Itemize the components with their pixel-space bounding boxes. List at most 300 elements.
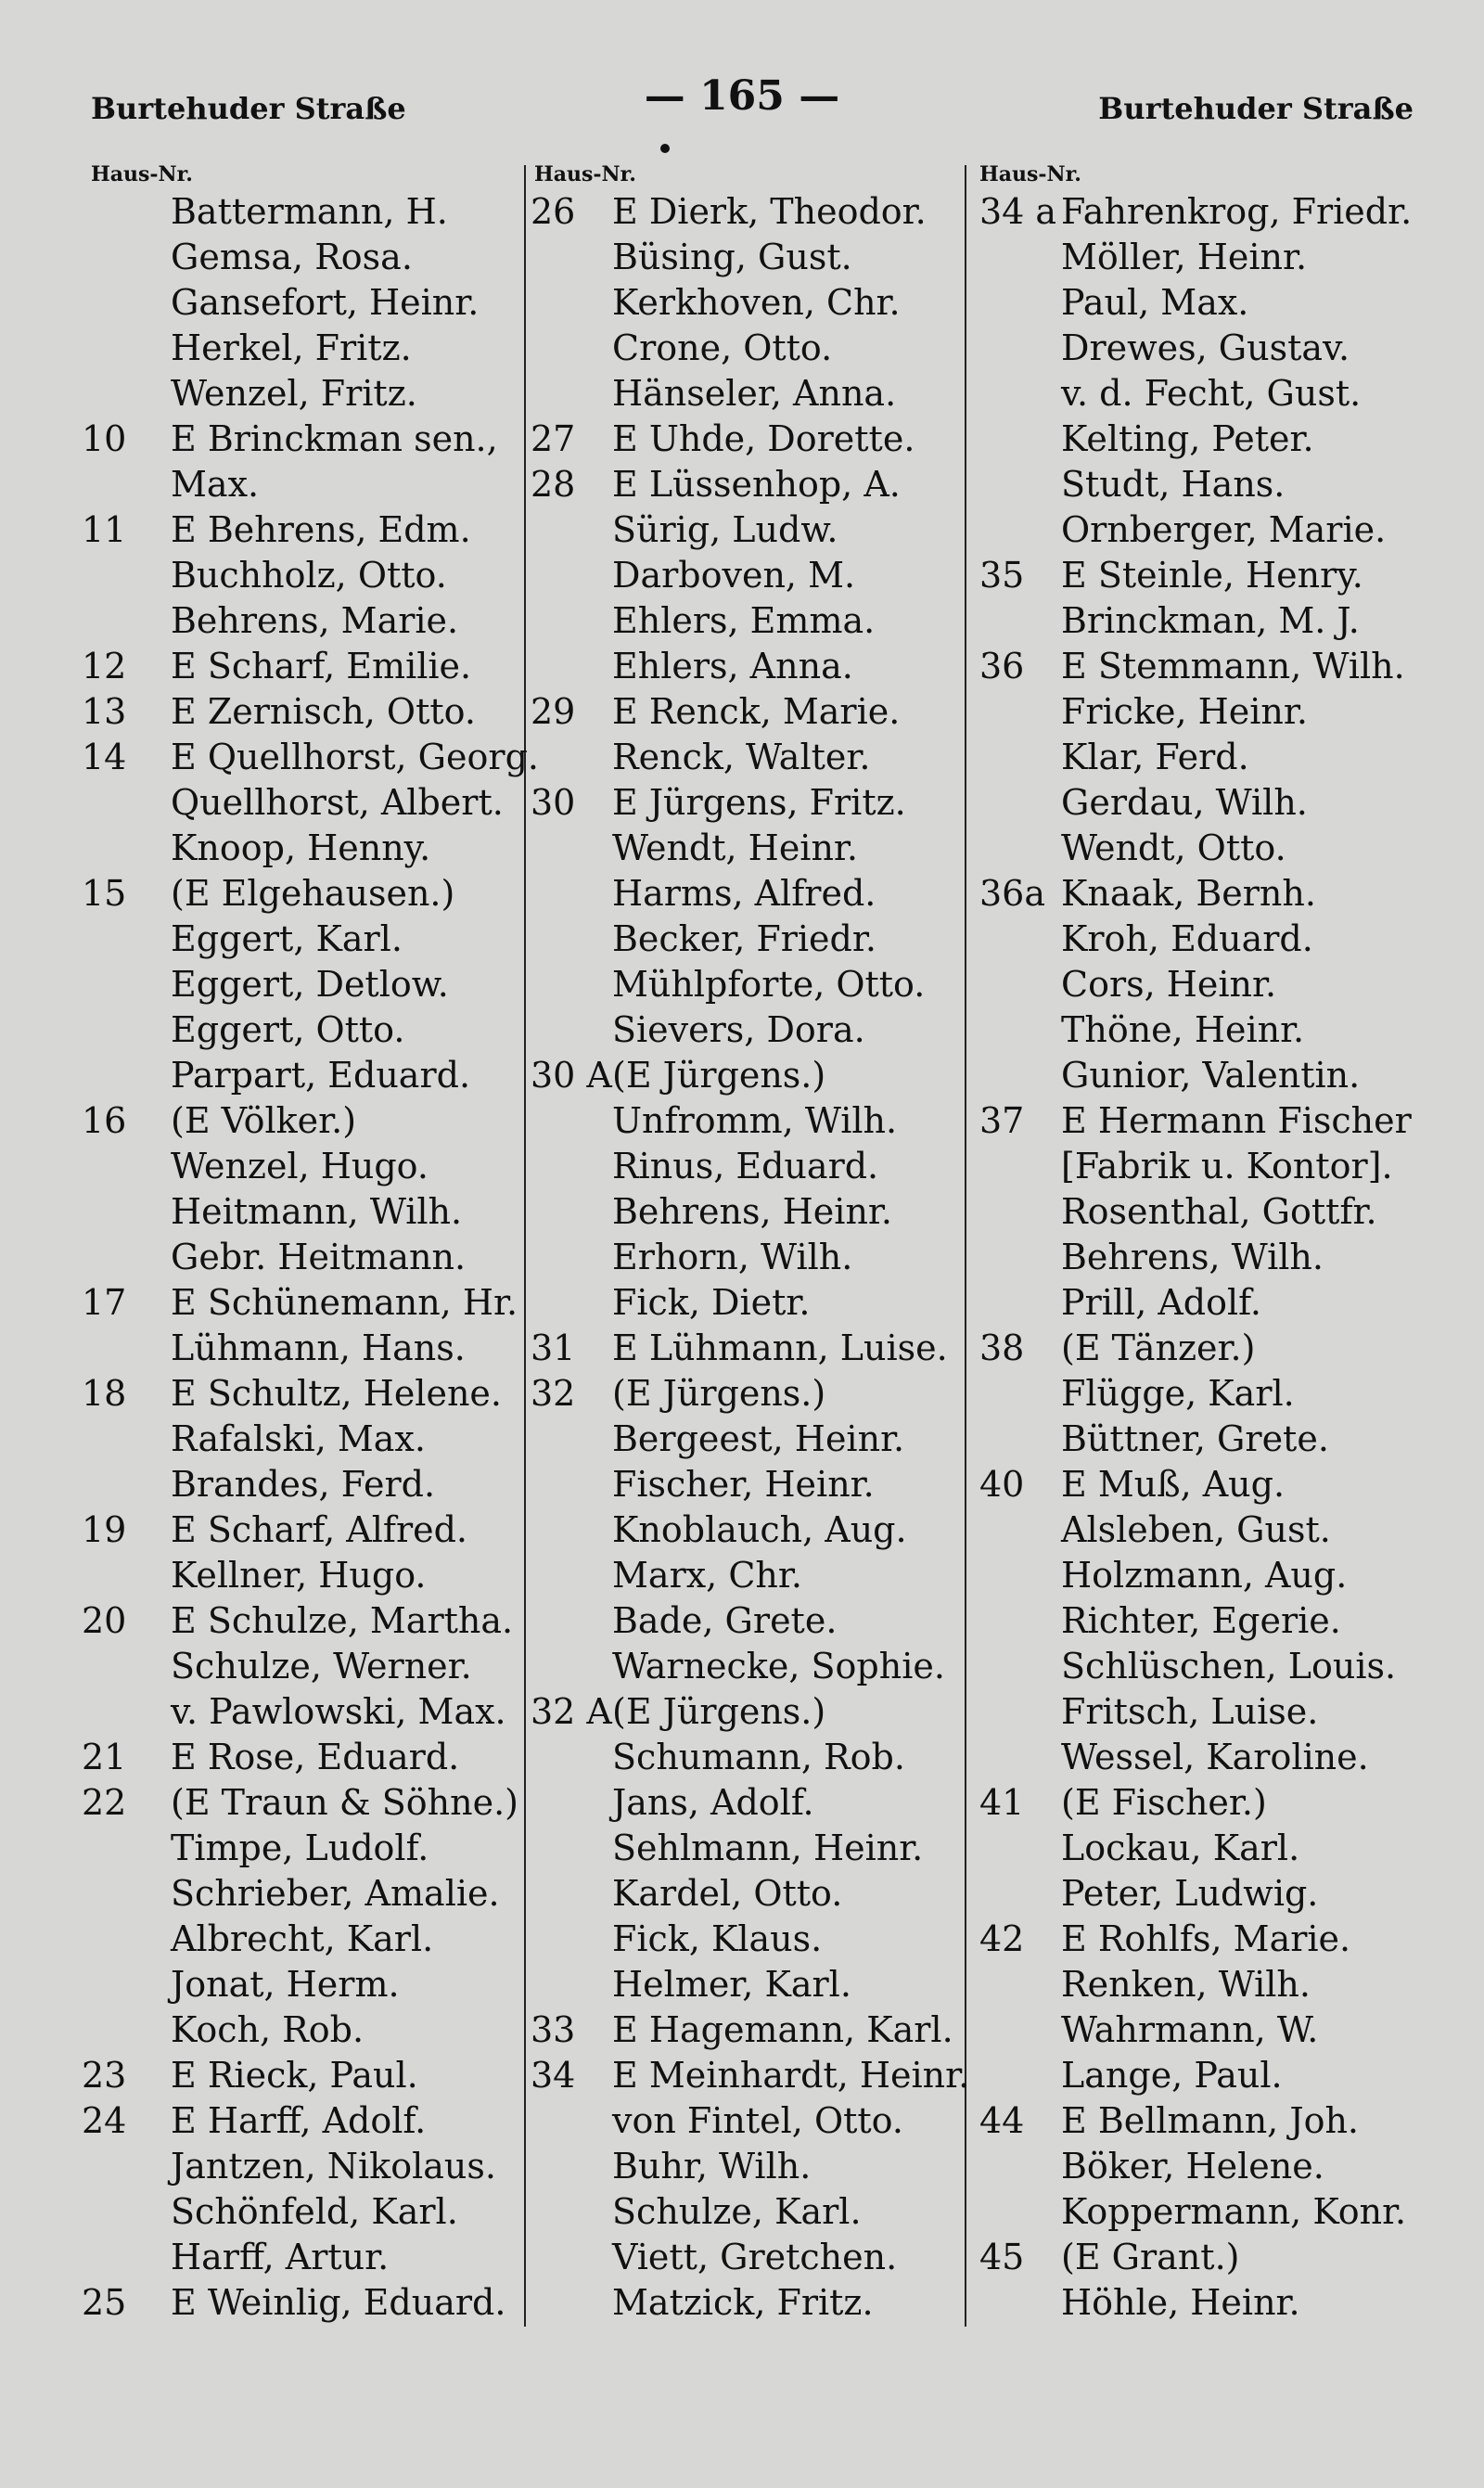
list-item <box>56 1326 519 1371</box>
list-item <box>531 1507 966 1553</box>
list-item <box>531 689 966 735</box>
resident-name: Richter, Egerie. <box>1061 1600 1341 1641</box>
list-item <box>531 2144 966 2189</box>
list-item <box>974 1417 1438 1462</box>
list-item <box>531 1598 966 1644</box>
resident-name: E Meinhardt, Heinr. <box>612 2055 970 2096</box>
resident-name: Schrieber, Amalie. <box>171 1873 500 1914</box>
house-number: 31 <box>531 1327 576 1368</box>
list-item <box>531 189 966 235</box>
resident-name: Sürig, Ludw. <box>612 509 838 550</box>
resident-name: E Scharf, Alfred. <box>171 1509 468 1550</box>
resident-name: Lockau, Karl. <box>1061 1828 1300 1868</box>
list-item <box>974 280 1438 326</box>
resident-name: Prill, Adolf. <box>1061 1282 1261 1323</box>
list-item <box>974 826 1438 871</box>
resident-name: Lange, Paul. <box>1061 2055 1283 2096</box>
list-item <box>531 2280 966 2326</box>
resident-name: E Jürgens, Fritz. <box>612 782 906 823</box>
list-item <box>974 553 1438 598</box>
list-item <box>974 1280 1438 1326</box>
list-item <box>531 1553 966 1598</box>
resident-name: Flügge, Karl. <box>1061 1373 1295 1414</box>
resident-name: Peter, Ludwig. <box>1061 1873 1319 1914</box>
resident-name: Quellhorst, Albert. <box>171 782 504 823</box>
resident-name: Koch, Rob. <box>171 2009 365 2050</box>
resident-name: Wahrmann, W. <box>1061 2009 1319 2050</box>
resident-name: E Uhde, Dorette. <box>612 418 915 459</box>
house-number: 36 <box>979 646 1025 686</box>
list-item <box>974 1780 1438 1826</box>
resident-name: Gemsa, Rosa. <box>171 237 413 277</box>
resident-name: E Lüssenhop, A. <box>612 464 901 505</box>
house-number: 27 <box>531 418 576 459</box>
list-item <box>56 1917 519 1962</box>
resident-name: Schumann, Rob. <box>612 1737 905 1777</box>
resident-name: Hänseler, Anna. <box>612 373 897 414</box>
resident-name: Gerdau, Wilh. <box>1061 782 1308 823</box>
list-item <box>56 235 519 280</box>
list-item <box>974 962 1438 1007</box>
column-header: Haus-Nr. <box>534 162 636 186</box>
list-item <box>531 1917 966 1962</box>
resident-name: Renck, Walter. <box>612 737 871 777</box>
resident-name: Jantzen, Nikolaus. <box>171 2146 496 2187</box>
resident-name: (E Fischer.) <box>1061 1782 1267 1823</box>
resident-name: Höhle, Heinr. <box>1061 2282 1300 2323</box>
resident-name: Renken, Wilh. <box>1061 1964 1311 2005</box>
column-2 <box>531 160 970 2326</box>
resident-name: Battermann, H. <box>171 191 448 232</box>
resident-name: E Schulze, Martha. <box>171 1600 514 1641</box>
list-item <box>56 2053 519 2098</box>
list-item <box>531 1735 966 1780</box>
list-item <box>531 598 966 644</box>
house-number: 30 <box>531 782 576 823</box>
list-item <box>56 2007 519 2053</box>
resident-name: Kerkhoven, Chr. <box>612 282 901 323</box>
resident-name: Behrens, Heinr. <box>612 1191 892 1232</box>
house-number: 42 <box>979 1918 1025 1959</box>
resident-name: Bade, Grete. <box>612 1600 838 1641</box>
list-item <box>56 1007 519 1053</box>
list-item <box>56 1280 519 1326</box>
resident-name: E Muß, Aug. <box>1061 1464 1286 1505</box>
list-item <box>56 917 519 962</box>
resident-name: Kroh, Eduard. <box>1061 918 1313 959</box>
resident-name: Brandes, Ferd. <box>171 1464 436 1505</box>
resident-name: [Fabrik u. Kontor]. <box>1061 1146 1393 1186</box>
list-item <box>56 371 519 417</box>
resident-name: (E Tänzer.) <box>1061 1327 1256 1368</box>
column-1 <box>56 160 539 2326</box>
resident-name: (E Jürgens.) <box>612 1691 826 1732</box>
list-item <box>56 553 519 598</box>
house-number: 28 <box>531 464 576 505</box>
resident-name: Sievers, Dora. <box>612 1009 865 1050</box>
list-item <box>531 780 966 826</box>
resident-name: Unfromm, Wilh. <box>612 1100 898 1141</box>
house-number: 21 <box>82 1737 127 1777</box>
list-item <box>974 598 1438 644</box>
list-item <box>56 689 519 735</box>
list-item <box>56 871 519 917</box>
resident-name: E Harff, Adolf. <box>171 2100 427 2141</box>
resident-name: Heitmann, Wilh. <box>171 1191 463 1232</box>
resident-name: E Stemmann, Wilh. <box>1061 646 1405 686</box>
resident-name: E Renck, Marie. <box>612 691 901 732</box>
resident-name: Warnecke, Sophie. <box>612 1646 945 1686</box>
resident-name: Böker, Helene. <box>1061 2146 1324 2187</box>
list-item <box>531 2189 966 2235</box>
resident-name: Gunior, Valentin. <box>1061 1055 1361 1096</box>
list-item <box>56 2098 519 2144</box>
list-item <box>56 1598 519 1644</box>
resident-name: Kardel, Otto. <box>612 1873 843 1914</box>
list-item <box>531 326 966 371</box>
list-item <box>56 1689 519 1735</box>
resident-name: Schulze, Karl. <box>612 2191 862 2232</box>
list-item <box>56 1507 519 1553</box>
list-item <box>974 735 1438 780</box>
resident-name: E Dierk, Theodor. <box>612 191 927 232</box>
column-header: Haus-Nr. <box>979 162 1081 186</box>
resident-name: (E Elgehausen.) <box>171 873 455 914</box>
house-number: 15 <box>82 873 127 914</box>
resident-name: E Behrens, Edm. <box>171 509 471 550</box>
list-item <box>974 1735 1438 1780</box>
resident-name: Paul, Max. <box>1061 282 1249 323</box>
list-item <box>974 1644 1438 1689</box>
resident-name: Max. <box>171 464 260 505</box>
resident-name: Holzmann, Aug. <box>1061 1555 1348 1596</box>
resident-name: Jonat, Herm. <box>171 1964 400 2005</box>
list-item <box>531 1462 966 1507</box>
resident-name: Eggert, Otto. <box>171 1009 405 1050</box>
list-item <box>56 1235 519 1280</box>
list-item <box>531 1235 966 1280</box>
list-item <box>974 871 1438 917</box>
resident-name: (E Völker.) <box>171 1100 357 1141</box>
list-item <box>974 1462 1438 1507</box>
resident-name: Klar, Ferd. <box>1061 737 1249 777</box>
resident-name: Kellner, Hugo. <box>171 1555 427 1596</box>
list-item <box>974 780 1438 826</box>
resident-name: Ornberger, Marie. <box>1061 509 1387 550</box>
list-item <box>974 1507 1438 1553</box>
resident-name: Knoblauch, Aug. <box>612 1509 907 1550</box>
resident-name: Harff, Artur. <box>171 2237 390 2277</box>
resident-name: E Zernisch, Otto. <box>171 691 476 732</box>
list-item <box>56 644 519 689</box>
list-item <box>531 1189 966 1235</box>
list-item <box>56 962 519 1007</box>
resident-name: Buhr, Wilh. <box>612 2146 812 2187</box>
resident-name: E Scharf, Emilie. <box>171 646 472 686</box>
list-item <box>531 1098 966 1144</box>
list-item <box>56 1053 519 1098</box>
resident-name: Büttner, Grete. <box>1061 1418 1329 1459</box>
house-number: 29 <box>531 691 576 732</box>
list-item <box>531 1644 966 1689</box>
list-item <box>56 1189 519 1235</box>
resident-name: Thöne, Heinr. <box>1061 1009 1305 1050</box>
house-number: 11 <box>82 509 127 550</box>
list-item <box>974 1689 1438 1735</box>
list-item <box>531 2098 966 2144</box>
list-item <box>974 507 1438 553</box>
resident-name: (E Traun & Söhne.) <box>171 1782 518 1823</box>
resident-name: Albrecht, Karl. <box>171 1918 434 1959</box>
list-item <box>531 1871 966 1917</box>
house-number: 44 <box>979 2100 1025 2141</box>
list-item <box>56 1826 519 1871</box>
house-number: 34 <box>531 2055 576 2096</box>
resident-name: (E Grant.) <box>1061 2237 1240 2277</box>
resident-name: Fritsch, Luise. <box>1061 1691 1319 1732</box>
resident-name: Ehlers, Anna. <box>612 646 853 686</box>
list-item <box>56 1962 519 2007</box>
list-item <box>974 1007 1438 1053</box>
list-item <box>56 462 519 507</box>
resident-name: Büsing, Gust. <box>612 237 852 277</box>
resident-name: Möller, Heinr. <box>1061 237 1308 277</box>
list-item <box>56 2280 519 2326</box>
resident-name: E Bellmann, Joh. <box>1061 2100 1359 2141</box>
house-number: 25 <box>82 2282 127 2323</box>
resident-name: von Fintel, Otto. <box>612 2100 903 2141</box>
resident-name: Fahrenkrog, Friedr. <box>1061 191 1413 232</box>
resident-name: Fick, Klaus. <box>612 1918 823 1959</box>
resident-name: E Brinckman sen., <box>171 418 498 459</box>
list-item <box>56 2235 519 2280</box>
resident-name: Crone, Otto. <box>612 327 833 368</box>
list-item <box>531 507 966 553</box>
resident-name: Mühlpforte, Otto. <box>612 964 926 1005</box>
resident-name: E Weinlig, Eduard. <box>171 2282 506 2323</box>
list-item <box>531 735 966 780</box>
resident-name: Rafalski, Max. <box>171 1418 426 1459</box>
list-item <box>531 553 966 598</box>
resident-name: E Schünemann, Hr. <box>171 1282 518 1323</box>
resident-name: Knaak, Bernh. <box>1061 873 1316 914</box>
resident-name: (E Jürgens.) <box>612 1055 826 1096</box>
list-item <box>531 644 966 689</box>
resident-name: Gansefort, Heinr. <box>171 282 480 323</box>
house-number: 17 <box>82 1282 127 1323</box>
list-item <box>974 1598 1438 1644</box>
house-number: 33 <box>531 2009 576 2050</box>
resident-name: Harms, Alfred. <box>612 873 876 914</box>
resident-name: E Rohlfs, Marie. <box>1061 1918 1351 1959</box>
house-number: 10 <box>82 418 127 459</box>
house-number: 32 A <box>531 1691 612 1732</box>
resident-name: v. Pawlowski, Max. <box>171 1691 506 1732</box>
list-item <box>56 326 519 371</box>
house-number: 22 <box>82 1782 127 1823</box>
list-item <box>531 280 966 326</box>
list-item <box>974 1189 1438 1235</box>
list-item <box>974 689 1438 735</box>
house-number: 30 A <box>531 1055 612 1096</box>
resident-name: Rosenthal, Gottfr. <box>1061 1191 1377 1232</box>
resident-name: Schlüschen, Louis. <box>1061 1646 1397 1686</box>
list-item <box>56 1780 519 1826</box>
list-item <box>56 1417 519 1462</box>
column-3 <box>974 160 1438 2326</box>
list-item <box>974 1235 1438 1280</box>
list-item <box>56 1735 519 1780</box>
list-item <box>531 2235 966 2280</box>
list-item <box>974 417 1438 462</box>
list-item <box>56 780 519 826</box>
list-item <box>56 1144 519 1189</box>
list-item <box>56 1462 519 1507</box>
list-item <box>531 462 966 507</box>
resident-name: Eggert, Karl. <box>171 918 403 959</box>
list-item <box>531 2053 970 2098</box>
resident-name: Eggert, Detlow. <box>171 964 449 1005</box>
resident-name: Gebr. Heitmann. <box>171 1237 467 1277</box>
column-header: Haus-Nr. <box>91 162 193 186</box>
resident-name: Viett, Gretchen. <box>612 2237 898 2277</box>
list-item <box>531 235 966 280</box>
resident-name: Parpart, Eduard. <box>171 1055 471 1096</box>
resident-name: Brinckman, M. J. <box>1061 600 1360 641</box>
list-item <box>56 1644 519 1689</box>
list-item <box>531 871 966 917</box>
house-number: 26 <box>531 191 576 232</box>
house-number: 45 <box>979 2237 1025 2277</box>
resident-name: Fischer, Heinr. <box>612 1464 875 1505</box>
resident-name: v. d. Fecht, Gust. <box>1061 373 1362 414</box>
list-item <box>974 2007 1438 2053</box>
resident-name: Rinus, Eduard. <box>612 1146 879 1186</box>
resident-name: Lühmann, Hans. <box>171 1327 466 1368</box>
resident-name: Helmer, Karl. <box>612 1964 851 2005</box>
resident-name: E Rose, Eduard. <box>171 1737 460 1777</box>
house-number: 18 <box>82 1373 127 1414</box>
header-street-left: Burtehuder Straße <box>91 91 406 126</box>
list-item <box>531 1962 966 2007</box>
list-item <box>531 1053 966 1098</box>
resident-name: Wendt, Heinr. <box>612 827 858 868</box>
list-item <box>974 371 1438 417</box>
list-item <box>974 189 1438 235</box>
house-number: 34 a <box>979 191 1057 232</box>
list-item <box>56 417 519 462</box>
resident-name: (E Jürgens.) <box>612 1373 826 1414</box>
house-number: 16 <box>82 1100 127 1141</box>
resident-name: Wessel, Karoline. <box>1061 1737 1369 1777</box>
resident-name: Wenzel, Fritz. <box>171 373 417 414</box>
resident-name: Fick, Dietr. <box>612 1282 811 1323</box>
column-divider <box>524 165 526 2327</box>
list-item <box>974 644 1438 689</box>
list-item <box>56 189 519 235</box>
resident-name: Ehlers, Emma. <box>612 600 876 641</box>
list-item <box>56 1553 519 1598</box>
resident-name: Wenzel, Hugo. <box>171 1146 429 1186</box>
house-number: 20 <box>82 1600 127 1641</box>
resident-name: E Hermann Fischer <box>1061 1100 1412 1141</box>
house-number: 41 <box>979 1782 1025 1823</box>
resident-name: Fricke, Heinr. <box>1061 691 1308 732</box>
house-number: 37 <box>979 1100 1025 1141</box>
resident-name: Jans, Adolf. <box>612 1782 814 1823</box>
resident-name: E Schultz, Helene. <box>171 1373 502 1414</box>
page-header <box>0 72 1484 137</box>
resident-name: Matzick, Fritz. <box>612 2282 874 2323</box>
resident-name: Schönfeld, Karl. <box>171 2191 458 2232</box>
house-number: 23 <box>82 2055 127 2096</box>
house-number: 35 <box>979 555 1025 596</box>
resident-name: Cors, Heinr. <box>1061 964 1277 1005</box>
list-item <box>56 280 519 326</box>
list-item <box>56 1371 519 1417</box>
page-number: — 165 — <box>644 72 840 120</box>
list-item <box>974 2053 1438 2098</box>
list-item <box>974 1826 1438 1871</box>
list-item <box>974 1053 1438 1098</box>
resident-name: Studt, Hans. <box>1061 464 1286 505</box>
list-item <box>531 917 966 962</box>
list-item <box>974 2235 1438 2280</box>
house-number: 14 <box>82 737 127 777</box>
list-item <box>974 1326 1438 1371</box>
list-item <box>974 2144 1438 2189</box>
house-number: 24 <box>82 2100 127 2141</box>
resident-name: E Steinle, Henry. <box>1061 555 1363 596</box>
resident-name: E Hagemann, Karl. <box>612 2009 953 2050</box>
house-number: 36a <box>979 873 1046 914</box>
list-item <box>531 1144 966 1189</box>
resident-name: Behrens, Marie. <box>171 600 459 641</box>
resident-name: Erhorn, Wilh. <box>612 1237 853 1277</box>
list-item <box>531 1826 966 1871</box>
resident-name: Drewes, Gustav. <box>1061 327 1350 368</box>
list-item <box>56 598 519 644</box>
list-item <box>974 1962 1438 2007</box>
list-item <box>56 735 539 780</box>
resident-name: Sehlmann, Heinr. <box>612 1828 924 1868</box>
resident-name: Marx, Chr. <box>612 1555 802 1596</box>
house-number: 12 <box>82 646 127 686</box>
list-item <box>974 1144 1438 1189</box>
list-item <box>531 371 966 417</box>
resident-name: Knoop, Henny. <box>171 827 431 868</box>
resident-name: Behrens, Wilh. <box>1061 1237 1324 1277</box>
resident-name: Bergeest, Heinr. <box>612 1418 905 1459</box>
list-item <box>56 507 519 553</box>
resident-name: Buchholz, Otto. <box>171 555 447 596</box>
house-number: 13 <box>82 691 127 732</box>
list-item <box>56 2144 519 2189</box>
list-item <box>531 1689 966 1735</box>
list-item <box>974 1371 1438 1417</box>
list-item <box>974 462 1438 507</box>
list-item <box>531 1007 966 1053</box>
list-item <box>974 2098 1438 2144</box>
resident-name: Becker, Friedr. <box>612 918 876 959</box>
resident-name: Darboven, M. <box>612 555 856 596</box>
list-item <box>974 235 1438 280</box>
header-street-right: Burtehuder Straße <box>1098 91 1414 126</box>
list-item <box>974 2280 1438 2326</box>
list-item <box>531 1280 966 1326</box>
list-item <box>974 1553 1438 1598</box>
list-item <box>56 826 519 871</box>
